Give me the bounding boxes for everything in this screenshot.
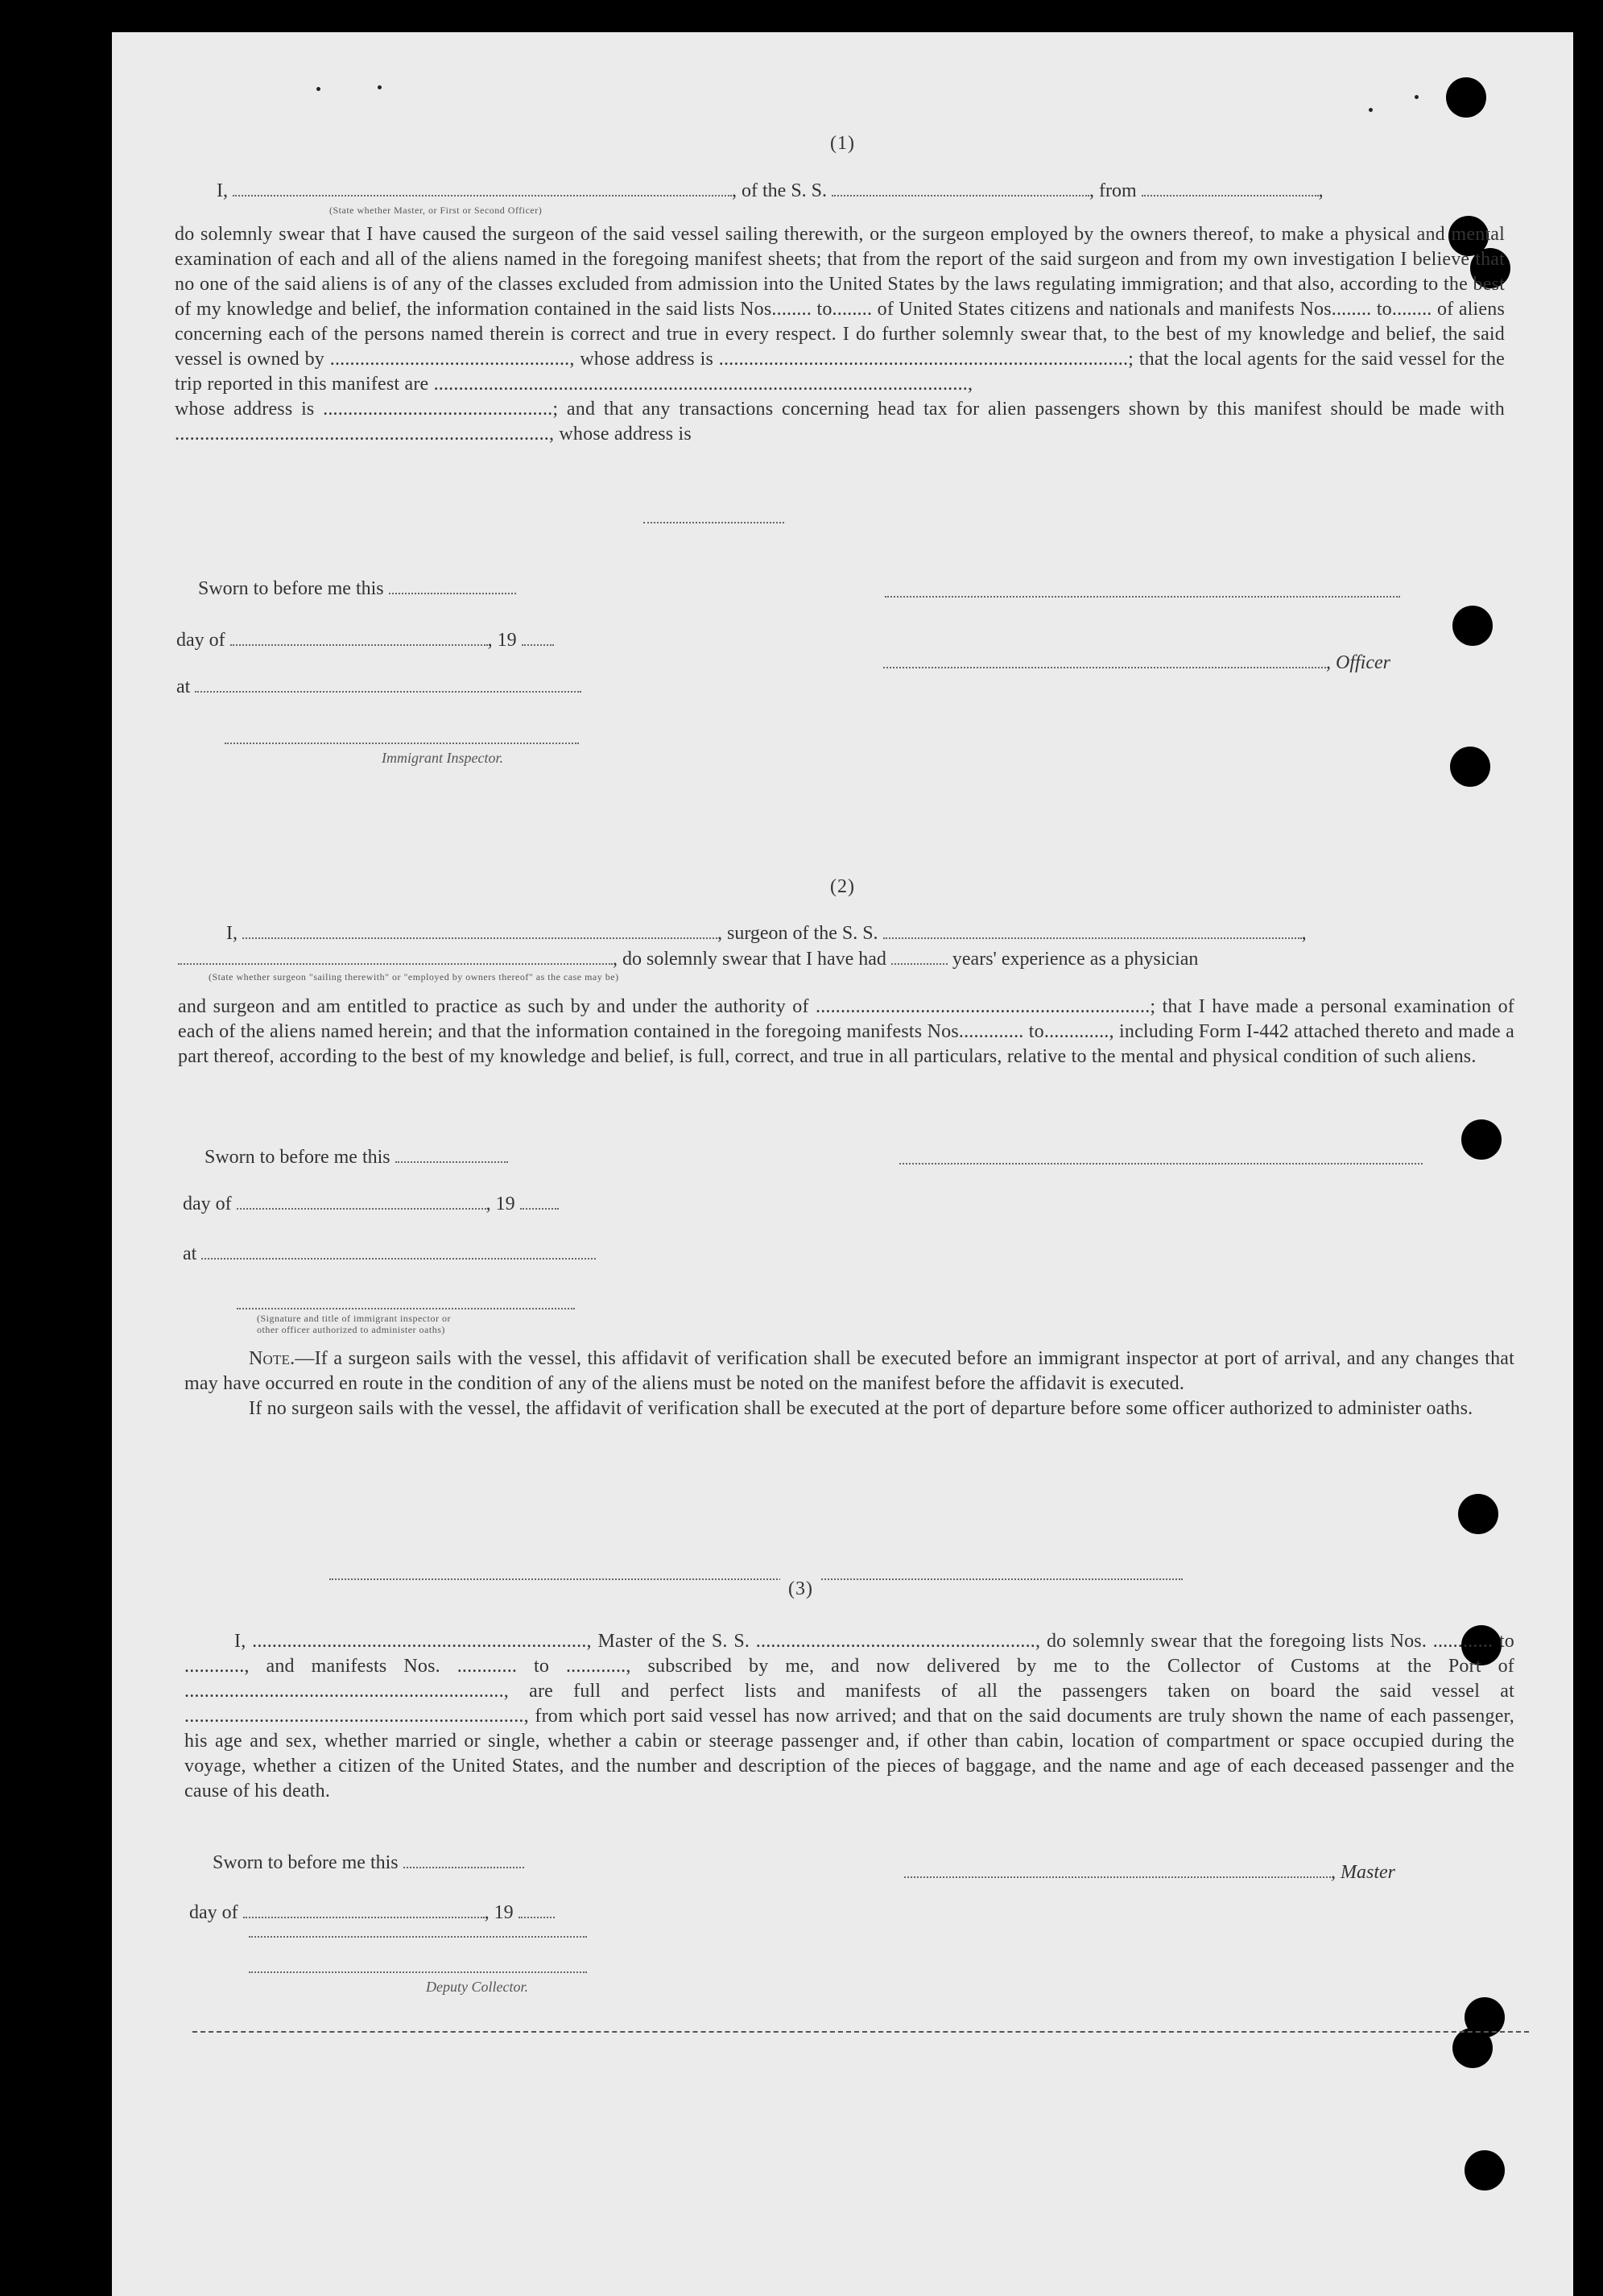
sworn-line-1 <box>198 577 516 601</box>
surgeon-caption: (State whether surgeon "sailing therewith" or "employed by owners thereof" as the case may be) <box>209 971 619 983</box>
section-2-body <box>178 995 1514 1069</box>
day-line-2 <box>183 1192 559 1216</box>
year-label: , 19 <box>484 1902 514 1923</box>
signature-line-2 <box>899 1163 1423 1165</box>
surgeon-name-field <box>242 921 717 939</box>
punch-hole <box>1458 1494 1498 1534</box>
sworn-label: Sworn to before me this <box>198 578 384 599</box>
section-3-text: I, ..................................................................., Master of the S. S. ........................................................, do solemnly swear that the foregoing lists Nos. ............ to ............, and manifests Nos. ............ to ............, subscribed by me, and now delivered by me to the Collector of Customs at the Port of ................................................................, are full and perfect lists and manifests of all the passengers taken on board the said vessel at ...................................................................., from which port said vessel has now arrived; and that on the said documents are truly shown the name of each passenger, his age and sex, whether married or single, whether a cabin or steerage passenger and, if other than cabin, location of compartment or space occupied during the voyage, whether a citizen of the United States, and the number and description of the pieces of baggage, and the name and age of each deceased passenger and the cause of his death. <box>184 1631 1514 1802</box>
at-line-1 <box>176 675 581 699</box>
section-2-number: (2) <box>830 876 855 897</box>
collector-caption: Deputy Collector. <box>426 1979 528 1995</box>
status-field <box>178 947 613 965</box>
note-paragraph <box>184 1347 1514 1396</box>
day-field <box>237 1192 486 1210</box>
document-page <box>112 32 1573 2296</box>
at-label: at <box>176 676 191 697</box>
punch-hole <box>1450 747 1490 787</box>
day-line-3 <box>189 1901 555 1925</box>
administrator-signature-line <box>237 1308 575 1309</box>
section-2-intro-line: I, , surgeon of the S. S. , <box>226 923 1307 944</box>
section-2-text: and surgeon and am entitled to practice as such by and under the authority of ...................................................................; that I have made a personal examination of each of the aliens named herein; and that the information contained in the foregoing manifests Nos............. to............., including Form I-442 attached thereto and made a part thereof, according to the best of my knowledge and belief, is full, correct, and true in all particulars, relative to the mental and physical condition of such aliens. <box>178 996 1514 1067</box>
signature-line-officer-top <box>885 596 1400 598</box>
section-3-body <box>184 1629 1514 1804</box>
at-field <box>201 1242 596 1260</box>
collector-signature-line <box>249 1971 587 1973</box>
inspector-caption: Immigrant Inspector. <box>382 750 503 766</box>
officer-field <box>883 651 1326 668</box>
address-line <box>643 522 784 523</box>
from-label: , from <box>1089 180 1137 201</box>
years-field <box>891 947 948 965</box>
sworn-line-2 <box>205 1145 508 1169</box>
day-of-label: day of <box>189 1902 238 1923</box>
ink-speck <box>1369 108 1373 112</box>
signature-caption-1: (Signature and title of immigrant inspector or <box>257 1313 451 1324</box>
day-field <box>230 628 488 646</box>
master-label: , Master <box>1331 1862 1395 1883</box>
officer-label: , Officer <box>1326 652 1390 673</box>
at-line-2 <box>183 1242 596 1266</box>
sworn-field <box>389 577 516 594</box>
punch-hole <box>1465 2150 1505 2191</box>
note-paragraph-2: If no surgeon sails with the vessel, the affidavit of verification shall be executed at the port of departure before some officer authorized to administer oaths. <box>249 1398 1473 1419</box>
intro-i: I, <box>217 180 228 201</box>
sworn-field <box>403 1851 524 1868</box>
year-field <box>520 1192 559 1210</box>
day-of-label: day of <box>183 1194 232 1214</box>
years-experience-label: years' experience as a physician <box>952 949 1199 970</box>
vessel-field <box>883 921 1302 939</box>
intro-i: I, <box>226 923 238 944</box>
year-field <box>518 1901 555 1918</box>
year-label: , 19 <box>485 1194 515 1214</box>
at-field <box>195 675 581 693</box>
sworn-label: Sworn to before me this <box>213 1852 399 1873</box>
inspector-signature-line <box>225 743 579 744</box>
port-field <box>1142 179 1319 197</box>
note-text: —If a surgeon sails with the vessel, this affidavit of verification shall be executed before an immigrant inspector at port of arrival, and any changes that may have occurred en route in the condition of any of the aliens must be noted on the manifest before the affidavit is executed. <box>184 1348 1514 1394</box>
punch-hole <box>1461 1119 1502 1160</box>
swear-label: , do solemnly swear that I have had <box>613 949 886 970</box>
year-field <box>522 628 554 646</box>
ink-speck <box>316 87 320 91</box>
punch-hole <box>1452 2028 1493 2068</box>
master-field <box>904 1860 1331 1878</box>
signature-caption-2: other officer authorized to administer oaths) <box>257 1324 445 1335</box>
punch-hole <box>1452 606 1493 646</box>
vessel-field <box>832 179 1089 197</box>
note-block <box>184 1347 1514 1421</box>
section-1-body <box>175 222 1505 447</box>
name-field <box>233 179 732 197</box>
punch-hole <box>1446 77 1486 118</box>
section-divider-dots <box>329 1578 1183 1580</box>
ink-speck <box>378 85 382 89</box>
section-2-line-2 <box>178 947 1198 971</box>
surgeon-of-label: , surgeon of the S. S. <box>717 923 878 944</box>
note-label: Note. <box>249 1348 295 1369</box>
sworn-label: Sworn to before me this <box>205 1147 390 1168</box>
master-caption: (State whether Master, or First or Second Officer) <box>329 205 543 216</box>
of-the-ss-label: , of the S. S. <box>732 180 828 201</box>
bottom-rule <box>192 2031 1529 2033</box>
sworn-field <box>395 1145 508 1163</box>
collector-signature-line-top <box>249 1936 587 1938</box>
section-1-text-2: whose address is ..............................................; and that any transactions concerning head tax for alien passengers shown by this manifest should be made with ..........................................................................., whose address is <box>175 399 1505 445</box>
day-line-1 <box>176 628 554 652</box>
master-line <box>904 1860 1395 1884</box>
officer-line <box>883 651 1390 675</box>
section-1-intro-line: I, , of the S. S. , from , <box>217 180 1324 201</box>
ink-speck <box>1415 95 1419 99</box>
section-1-text: do solemnly swear that I have caused the surgeon of the said vessel sailing therewith, or the surgeon employed by the owners thereof, to make a physical and mental examination of each and all of the aliens named in the foregoing manifest sheets; that from the report of the said surgeon and from my own investigation I believe that no one of the said aliens is of any of the classes excluded from admission into the United States by the laws regulating immigration; and that also, according to the best of my knowledge and belief, the information contained in the said lists Nos........ to........ of United States citizens and nationals and manifests Nos........ to........ of aliens concerning each of the persons named therein is correct and true in every respect. I do further solemnly swear that, to the best of my knowledge and belief, the said vessel is owned by ................................................, whose address is ..................................................................................; that the local agents for the said vessel for the trip reported in this manifest are ..........................................................................................................., <box>175 224 1505 395</box>
at-label: at <box>183 1243 197 1264</box>
section-3-number: (3) <box>780 1578 821 1600</box>
sworn-line-3 <box>213 1851 524 1875</box>
section-1-number: (1) <box>830 133 855 154</box>
year-label: , 19 <box>487 630 517 651</box>
day-field <box>243 1901 485 1918</box>
day-of-label: day of <box>176 630 225 651</box>
